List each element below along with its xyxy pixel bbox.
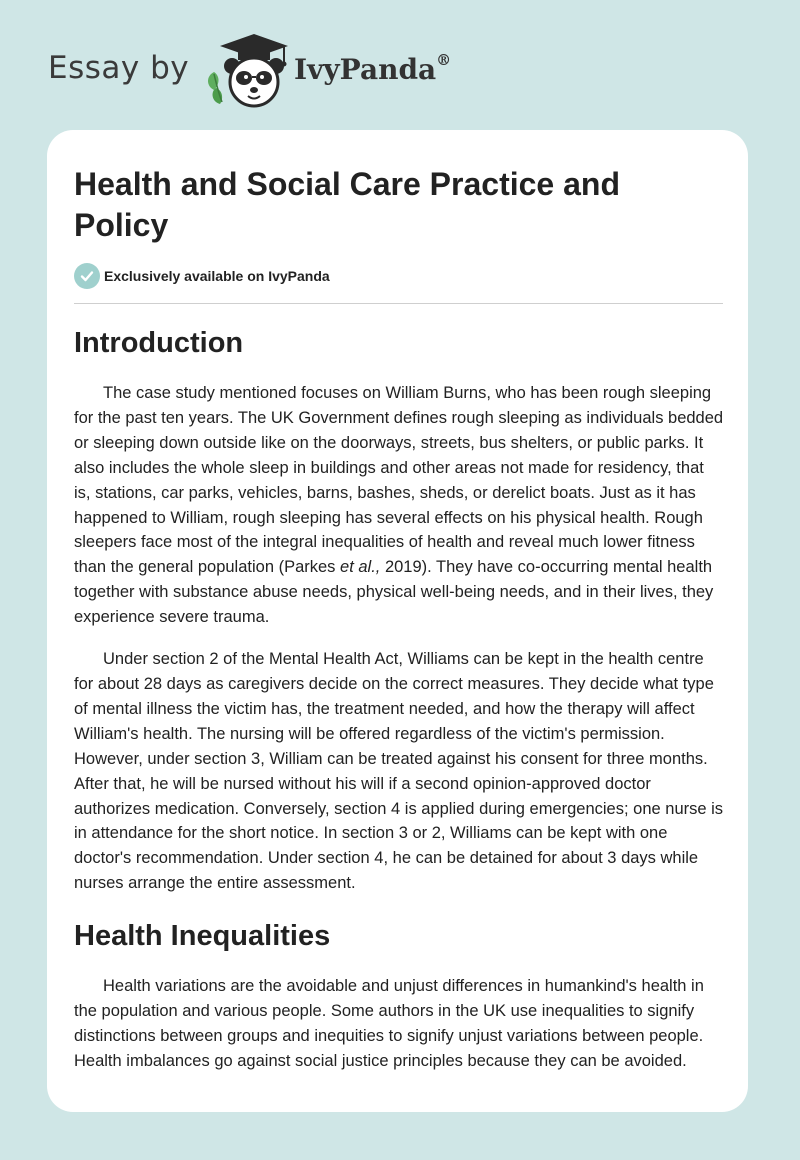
- badge-text: Exclusively available on IvyPanda: [104, 268, 330, 284]
- citation-italic: et al.,: [340, 558, 381, 577]
- ivypanda-logo-icon[interactable]: [202, 30, 292, 110]
- section-heading-introduction: Introduction: [74, 327, 244, 359]
- essay-body: [74, 325, 724, 1074]
- paragraph-text: 2019). They have co-occurring mental health together with substance abuse needs, physical well-being needs, and in their lives, they experience severe trauma.: [74, 558, 714, 627]
- essay-card: [47, 130, 748, 1112]
- page-title: Health and Social Care Practice and Policy: [74, 166, 620, 243]
- brand-name[interactable]: [294, 50, 452, 86]
- section-heading-health-inequalities: Health Inequalities: [74, 920, 331, 953]
- exclusive-badge: [74, 263, 330, 289]
- paragraph: Health variations are the avoidable and unjust differences in humankind's health in the population and various people. Some authors in the UK use inequalities to signify distinctions between groups and inequities to signify unjust variations between people. Health imbalances go against social justice principles because they can be avoided.: [74, 977, 704, 1070]
- brand-text: IvyPanda: [294, 53, 437, 86]
- site-header: [48, 30, 548, 110]
- essay-by-label: Essay by: [48, 50, 190, 86]
- check-icon: [74, 263, 100, 289]
- paragraph: Under section 2 of the Mental Health Act, Williams can be kept in the health centre for about 28 days as caregivers decide on the correct measures. They decide what type of mental illness the victim has, the treatment needed, and how the therapy will affect William's health. The nursing will be offered regardless of the victim's permission. However, under section 3, William can be treated against his consent for three months. After that, he will be nursed without his will if a second opinion-approved doctor authorizes medication. Conversely, section 4 is applied during emergencies; one nurse is in attendance for the short notice. In section 3 or 2, Williams can be kept with one doctor's recommendation. Under section 4, he can be detained for about 3 days while nurses arrange the entire assessment.: [74, 650, 724, 893]
- divider: [74, 303, 723, 304]
- paragraph: [74, 381, 724, 630]
- paragraph-text: The case study mentioned focuses on William Burns, who has been rough sleeping for the past ten years. The UK Government defines rough sleeping as individuals bedded or sleeping down outside like on the doorways, streets, bus shelters, or public parks. It also includes the whole sleep in buildings and other areas not made for residency, that is, stations, car parks, vehicles, barns, bashes, sheds, or derelict boats. Just as it has happened to William, rough sleeping has several effects on his physical health. Rough sleepers face most of the integral inequalities of health and reveal much lower fitness than the general population (Parkes: [74, 384, 724, 577]
- registered-mark: ®: [436, 50, 452, 69]
